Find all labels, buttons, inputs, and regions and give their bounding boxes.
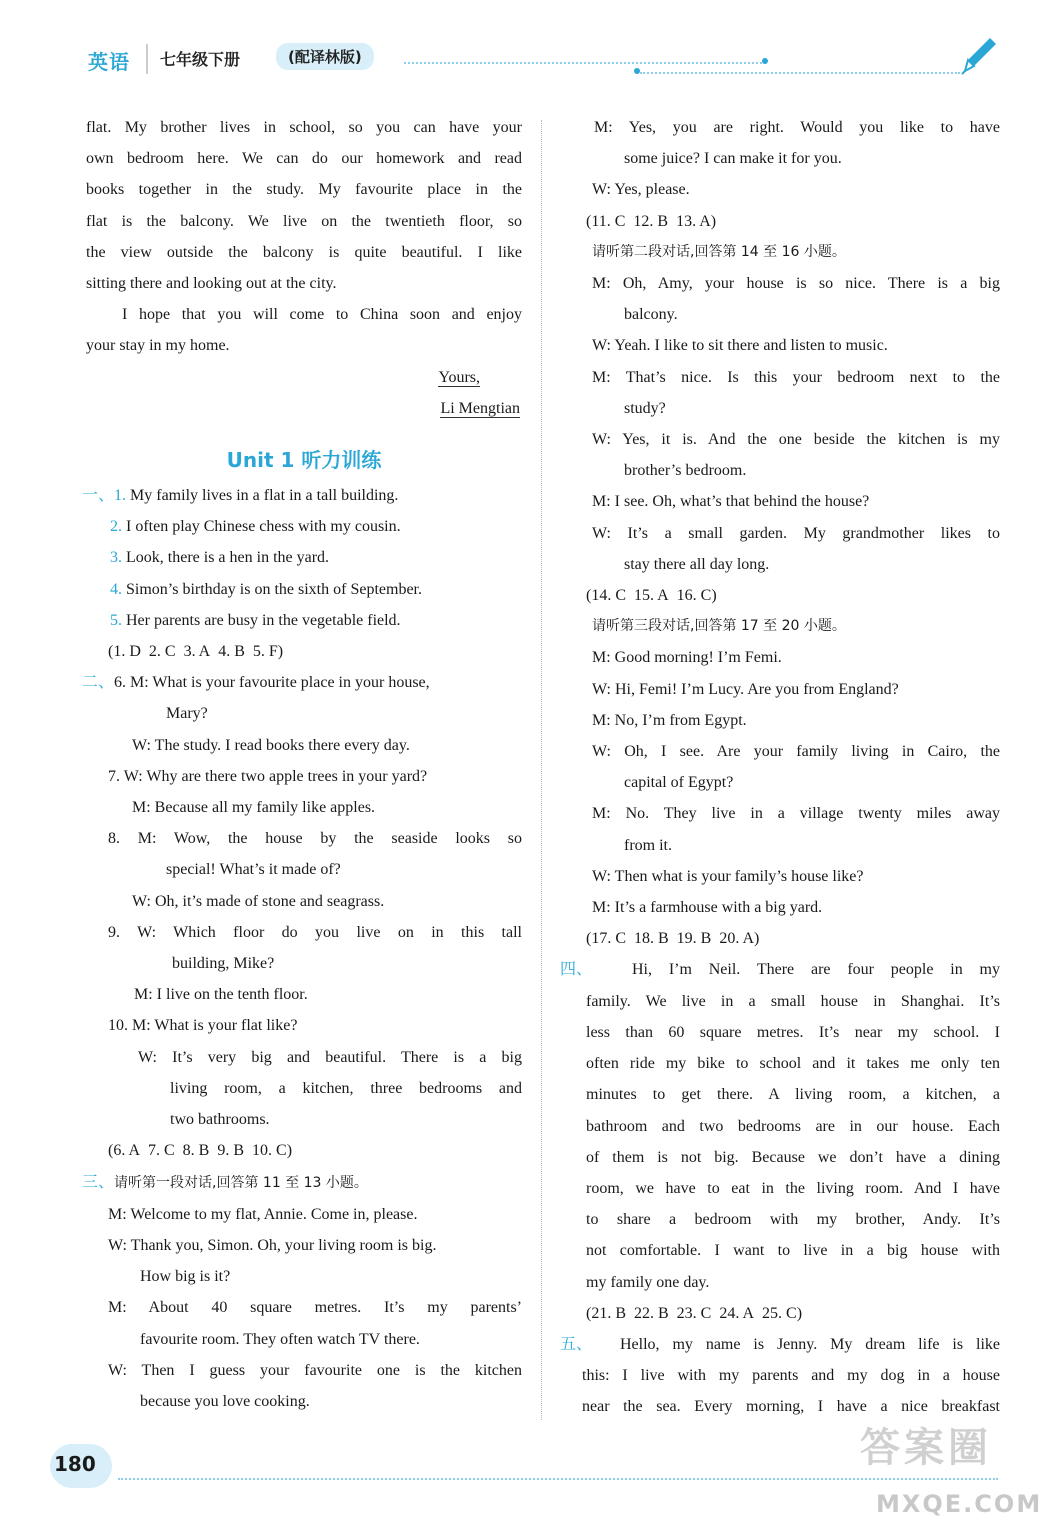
watermark-url: MXQE.COM — [876, 1490, 1043, 1518]
dialog-line: from it. — [624, 836, 672, 854]
dialog-line: W: The study. I read books there every day. — [132, 736, 410, 754]
dialog-line: M: It’s a farmhouse with a big yard. — [592, 899, 823, 917]
letter-line: books together in the study. My favourite place in the — [86, 181, 522, 199]
header-dot — [762, 58, 768, 64]
header-separator — [146, 44, 148, 74]
section-1 — [82, 480, 522, 667]
answer-key: (14. C 15. A 16. C) — [586, 587, 717, 605]
dialog-line: 二、6. M: What is your favourite place in your house, — [82, 674, 430, 692]
dialog-line: brother’s bedroom. — [624, 462, 747, 480]
dialog-line: balcony. — [624, 306, 678, 324]
section-2 — [82, 667, 522, 1166]
dialog-line: W: Thank you, Simon. Oh, your living room is big. — [108, 1236, 437, 1254]
dialog-line: W: Oh, it’s made of stone and seagrass. — [132, 892, 385, 910]
paragraph-line: 五、 Hello, my name is Jenny. My dream life is like — [560, 1335, 1000, 1353]
paragraph-line: not comfortable. I want to live in a big house with — [586, 1242, 1000, 1260]
list-item: 2. I often play Chinese chess with my cousin. — [110, 518, 401, 536]
paragraph-line: this: I live with my parents and my dog in a house — [582, 1367, 1000, 1385]
watermark-logo: 答案圈 — [860, 1425, 992, 1471]
section-3 — [82, 1167, 522, 1418]
right-column — [560, 112, 1000, 1423]
letter-closing: Yours, — [438, 368, 480, 386]
dialog-line: W: Then I guess your favourite one is the kitchen — [108, 1361, 522, 1379]
dialog-line: study? — [624, 399, 666, 417]
dialog-line: 8. M: Wow, the house by the seaside looks so — [108, 830, 522, 848]
dialog-line: W: Oh, I see. Are your family living in Cairo, the — [592, 743, 1000, 761]
paragraph-line: minutes to get there. A living room, a kitchen, a — [586, 1086, 1000, 1104]
section-5 — [560, 1329, 1000, 1423]
answer-key: (11. C 12. B 13. A) — [586, 212, 717, 230]
dialog-line: 7. W: Why are there two apple trees in your yard? — [108, 767, 428, 785]
page-header — [0, 0, 1049, 100]
dialog-line: favourite room. They often watch TV there. — [140, 1330, 420, 1348]
answer-key: (1. D 2. C 3. A 4. B 5. F) — [108, 643, 284, 661]
dialog-line: W: Yeah. I like to sit there and listen to music. — [592, 337, 888, 355]
list-item: 5. Her parents are busy in the vegetable field. — [110, 611, 401, 629]
unit-title: Unit 1 听力训练 — [226, 448, 382, 473]
section-intro: 三、请听第一段对话,回答第 11 至 13 小题。 — [82, 1173, 368, 1191]
dialog-line: M: Yes, you are right. Would you like to have — [594, 119, 1000, 136]
paragraph-line: of them is not big. Because we don’t have a dining — [586, 1148, 1000, 1166]
list-item: 一、1. My family lives in a flat in a tall building. — [82, 487, 399, 505]
dialog-line: M: That’s nice. Is this your bedroom next to the — [592, 368, 1000, 386]
dialog-line: M: Oh, Amy, your house is so nice. There is a big — [592, 275, 1000, 293]
dialog-line: M: Because all my family like apples. — [132, 799, 376, 817]
header-dotted-line — [404, 62, 766, 64]
letter-line: flat. My brother lives in school, so you can have your — [86, 119, 522, 136]
paragraph-line: bathroom and two bedrooms are in our house. Each — [586, 1117, 1000, 1135]
letter-line: the view outside the balcony is quite beautiful. I like — [86, 243, 522, 261]
dialog-line: living room, a kitchen, three bedrooms and — [170, 1079, 522, 1097]
dialog-line: M: Good morning! I’m Femi. — [592, 649, 782, 667]
section-intro: 请听第二段对话,回答第 14 至 16 小题。 — [592, 243, 846, 260]
dialog-line: capital of Egypt? — [624, 774, 734, 792]
answer-key: (21. B 22. B 23. C 24. A 25. C) — [586, 1304, 803, 1322]
dialog-line: W: Then what is your family’s house like? — [592, 867, 864, 885]
dialog-line: W: It’s a small garden. My grandmother likes to — [592, 524, 1000, 542]
answer-key: (6. A 7. C 8. B 9. B 10. C) — [108, 1142, 293, 1160]
dialog-line: M: Welcome to my flat, Annie. Come in, please. — [108, 1205, 418, 1223]
letter-line: own bedroom here. We can do our homework and read — [86, 150, 522, 168]
dialog-line: Mary? — [166, 705, 208, 723]
dialog-line: because you love cooking. — [140, 1392, 310, 1410]
column-divider — [541, 120, 542, 1420]
dialog-line: How big is it? — [140, 1268, 231, 1286]
dialog-line: M: No. They live in a village twenty miles away — [592, 805, 1000, 823]
letter-signature: Li Mengtian — [440, 399, 520, 417]
subject-label: 英语 — [88, 50, 130, 74]
left-column — [82, 112, 522, 1417]
dialog-line: some juice? I can make it for you. — [624, 150, 842, 168]
list-item: 4. Simon’s birthday is on the sixth of September. — [110, 580, 422, 598]
list-item: 3. Look, there is a hen in the yard. — [110, 549, 330, 567]
letter-line: sitting there and looking out at the city. — [86, 275, 337, 293]
dialog-line: two bathrooms. — [170, 1111, 270, 1129]
pen-icon — [960, 34, 1000, 76]
letter-line: flat is the balcony. We live on the twentieth floor, so — [86, 212, 522, 230]
dialog-line: 10. M: What is your flat like? — [108, 1017, 298, 1035]
answer-key: (17. C 18. B 19. B 20. A) — [586, 930, 760, 948]
letter-line: your stay in my home. — [86, 337, 230, 355]
edition-badge: (配译林版) — [276, 43, 374, 70]
dialog-line: W: Hi, Femi! I’m Lucy. Are you from England? — [592, 680, 899, 698]
page-number: 180 — [54, 1452, 96, 1476]
dialog-line: stay there all day long. — [624, 555, 770, 573]
dialog-line: 9. W: Which floor do you live on in this tall — [108, 923, 522, 941]
section-intro: 请听第三段对话,回答第 17 至 20 小题。 — [592, 618, 846, 635]
paragraph-line: family. We live in a small house in Shanghai. It’s — [586, 992, 1000, 1010]
dialog-line: M: I see. Oh, what’s that behind the house? — [592, 493, 870, 511]
paragraph-line: near the sea. Every morning, I have a nice breakfast — [582, 1398, 1000, 1416]
paragraph-line: less than 60 square metres. It’s near my school. I — [586, 1023, 1000, 1041]
letter-line: I hope that you will come to China soon and enjoy — [122, 306, 522, 324]
dialog-line: building, Mike? — [172, 955, 275, 973]
dialog-line: W: Yes, it is. And the one beside the kitchen is my — [592, 431, 1000, 449]
paragraph-line: 四、 Hi, I’m Neil. There are four people in my — [560, 961, 1000, 979]
dialog-line: special! What’s it made of? — [166, 861, 341, 879]
dialog-line: W: It’s very big and beautiful. There is a big — [138, 1048, 522, 1066]
dialog-line: W: Yes, please. — [592, 181, 690, 199]
section-4 — [560, 954, 1000, 1328]
paragraph-line: room, we have to eat in the living room. And I have — [586, 1179, 1000, 1197]
paragraph-line: to share a bedroom with my brother, Andy. It’s — [586, 1211, 1000, 1229]
dialog-line: M: No, I’m from Egypt. — [592, 711, 747, 729]
paragraph-line: my family one day. — [586, 1273, 710, 1291]
dialog-line: M: I live on the tenth floor. — [134, 986, 308, 1004]
paragraph-line: often ride my bike to school and it takes me only ten — [586, 1055, 1000, 1073]
dialog-line: M: About 40 square metres. It’s my parents’ — [108, 1299, 522, 1317]
grade-label: 七年级下册 — [160, 50, 241, 69]
header-dotted-line-2 — [640, 72, 960, 74]
footer-dotted-line — [118, 1478, 998, 1480]
